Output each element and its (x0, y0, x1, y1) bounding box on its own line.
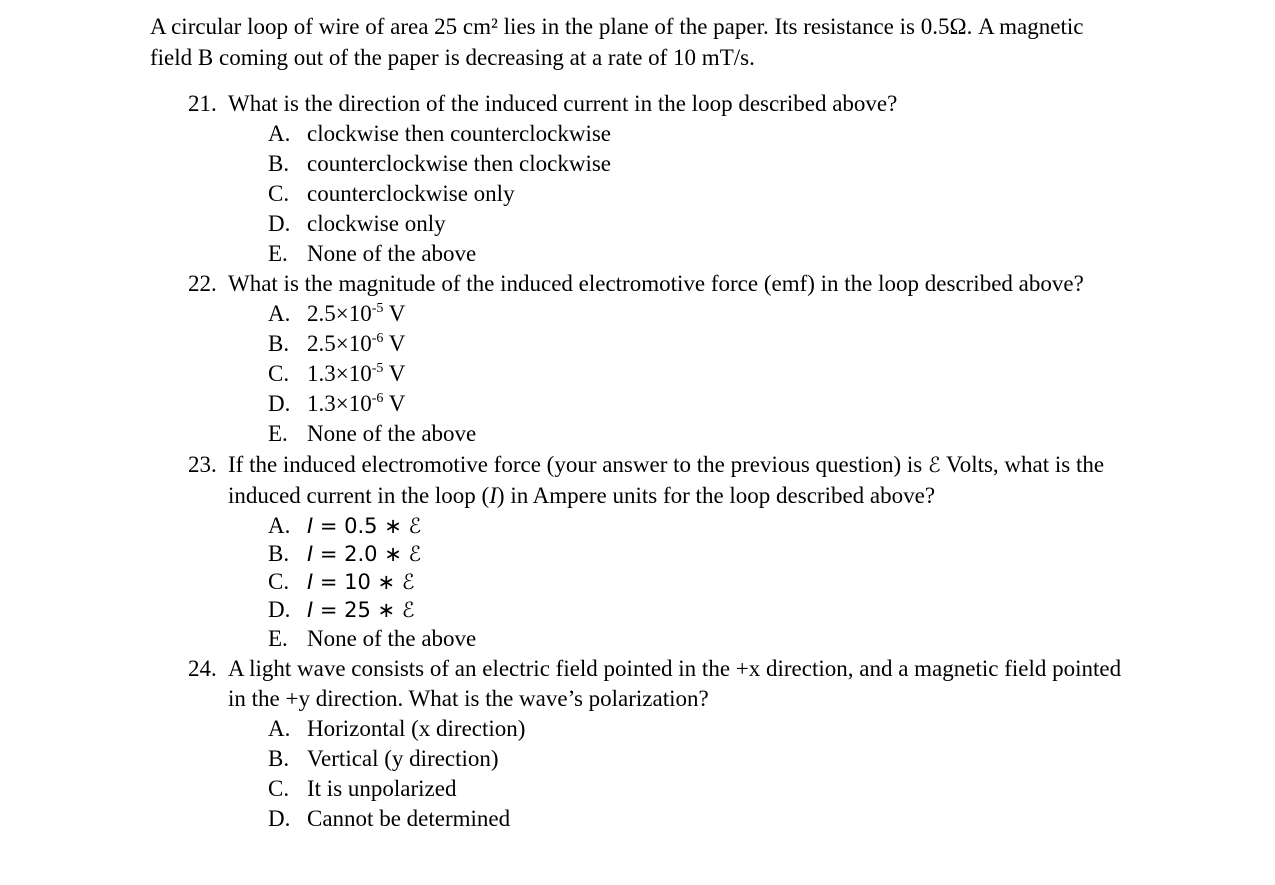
option-letter: A. (268, 121, 291, 146)
option-letter: C. (268, 181, 290, 206)
option-mantissa: 1.3×10 (307, 391, 372, 416)
option-letter: E. (268, 421, 288, 446)
option-variable: I (307, 598, 314, 622)
option-text (307, 389, 405, 419)
option-text: Horizontal (x direction) (307, 716, 526, 741)
option-letter: D. (268, 391, 291, 416)
problem-statement-line: A circular loop of wire of area 25 cm² lies in the plane of the paper. Its resistance is 0.5Ω. A magnetic (150, 14, 1084, 39)
option-letter: C. (268, 776, 290, 801)
option-variable: I (307, 514, 314, 538)
option-text: clockwise then counterclockwise (307, 121, 611, 146)
option-mantissa: 2.5×10 (307, 331, 372, 356)
option-letter: B. (268, 746, 290, 771)
question-number: 22. (188, 271, 217, 296)
option-letter: B. (268, 151, 290, 176)
emf-symbol: ℰ (928, 453, 941, 477)
option-letter: E. (268, 626, 288, 651)
option-letter: A. (268, 716, 291, 741)
question-number: 23. (188, 452, 217, 477)
option-unit: V (383, 361, 406, 386)
option-expression: = 0.5 ∗ ℰ (313, 514, 422, 538)
option-letter: D. (268, 806, 291, 831)
option-exponent: -6 (371, 391, 384, 406)
question-number: 24. (188, 656, 217, 681)
option-letter: D. (268, 597, 291, 622)
question-text: A light wave consists of an electric field pointed in the +x direction, and a magnetic field pointed (228, 656, 1122, 681)
option-unit: V (383, 331, 406, 356)
question-text: What is the magnitude of the induced electromotive force (emf) in the loop described above? (228, 271, 1084, 296)
option-mantissa: 1.3×10 (307, 361, 372, 386)
option-exponent: -6 (371, 331, 384, 346)
question-text-part: Volts, what is the (940, 452, 1105, 477)
question-text-line: in the +y direction. What is the wave’s polarization? (228, 686, 709, 711)
option-text (307, 539, 421, 569)
option-text (307, 329, 405, 359)
option-expression: = 10 ∗ ℰ (313, 570, 415, 594)
problem-statement (150, 11, 1250, 73)
option-letter: C. (268, 569, 290, 594)
option-variable: I (307, 570, 314, 594)
option-text (307, 359, 405, 389)
option-text: Vertical (y direction) (307, 746, 499, 771)
question-text-line (228, 481, 935, 511)
option-text (307, 595, 415, 625)
question-text-part: ) in Ampere units for the loop described above? (496, 483, 936, 508)
option-text: counterclockwise only (307, 181, 515, 206)
option-letter: A. (268, 513, 291, 538)
option-text: None of the above (307, 626, 477, 651)
question-text (228, 450, 1104, 480)
option-variable: I (307, 542, 314, 566)
option-letter: E. (268, 241, 288, 266)
option-expression: = 25 ∗ ℰ (313, 598, 415, 622)
option-text (307, 567, 415, 597)
option-text: None of the above (307, 241, 477, 266)
option-mantissa: 2.5×10 (307, 301, 372, 326)
option-text (307, 511, 421, 541)
option-text: clockwise only (307, 211, 446, 236)
option-letter: C. (268, 361, 290, 386)
option-letter: B. (268, 331, 290, 356)
option-exponent: -5 (371, 301, 384, 316)
option-text: Cannot be determined (307, 806, 511, 831)
current-symbol: I (489, 483, 497, 508)
question-text: What is the direction of the induced current in the loop described above? (228, 91, 898, 116)
problem-statement-line: field B coming out of the paper is decreasing at a rate of 10 mT/s. (150, 45, 755, 70)
option-text: It is unpolarized (307, 776, 457, 801)
option-text (307, 299, 405, 329)
option-unit: V (383, 301, 406, 326)
option-unit: V (383, 391, 406, 416)
option-text: None of the above (307, 421, 477, 446)
option-letter: D. (268, 211, 291, 236)
question-text-part: induced current in the loop ( (228, 483, 490, 508)
option-expression: = 2.0 ∗ ℰ (313, 542, 422, 566)
option-letter: B. (268, 541, 290, 566)
option-exponent: -5 (371, 361, 384, 376)
question-number: 21. (188, 91, 217, 116)
option-text: counterclockwise then clockwise (307, 151, 611, 176)
option-letter: A. (268, 301, 291, 326)
question-text-part: If the induced electromotive force (your answer to the previous question) is (228, 452, 928, 477)
